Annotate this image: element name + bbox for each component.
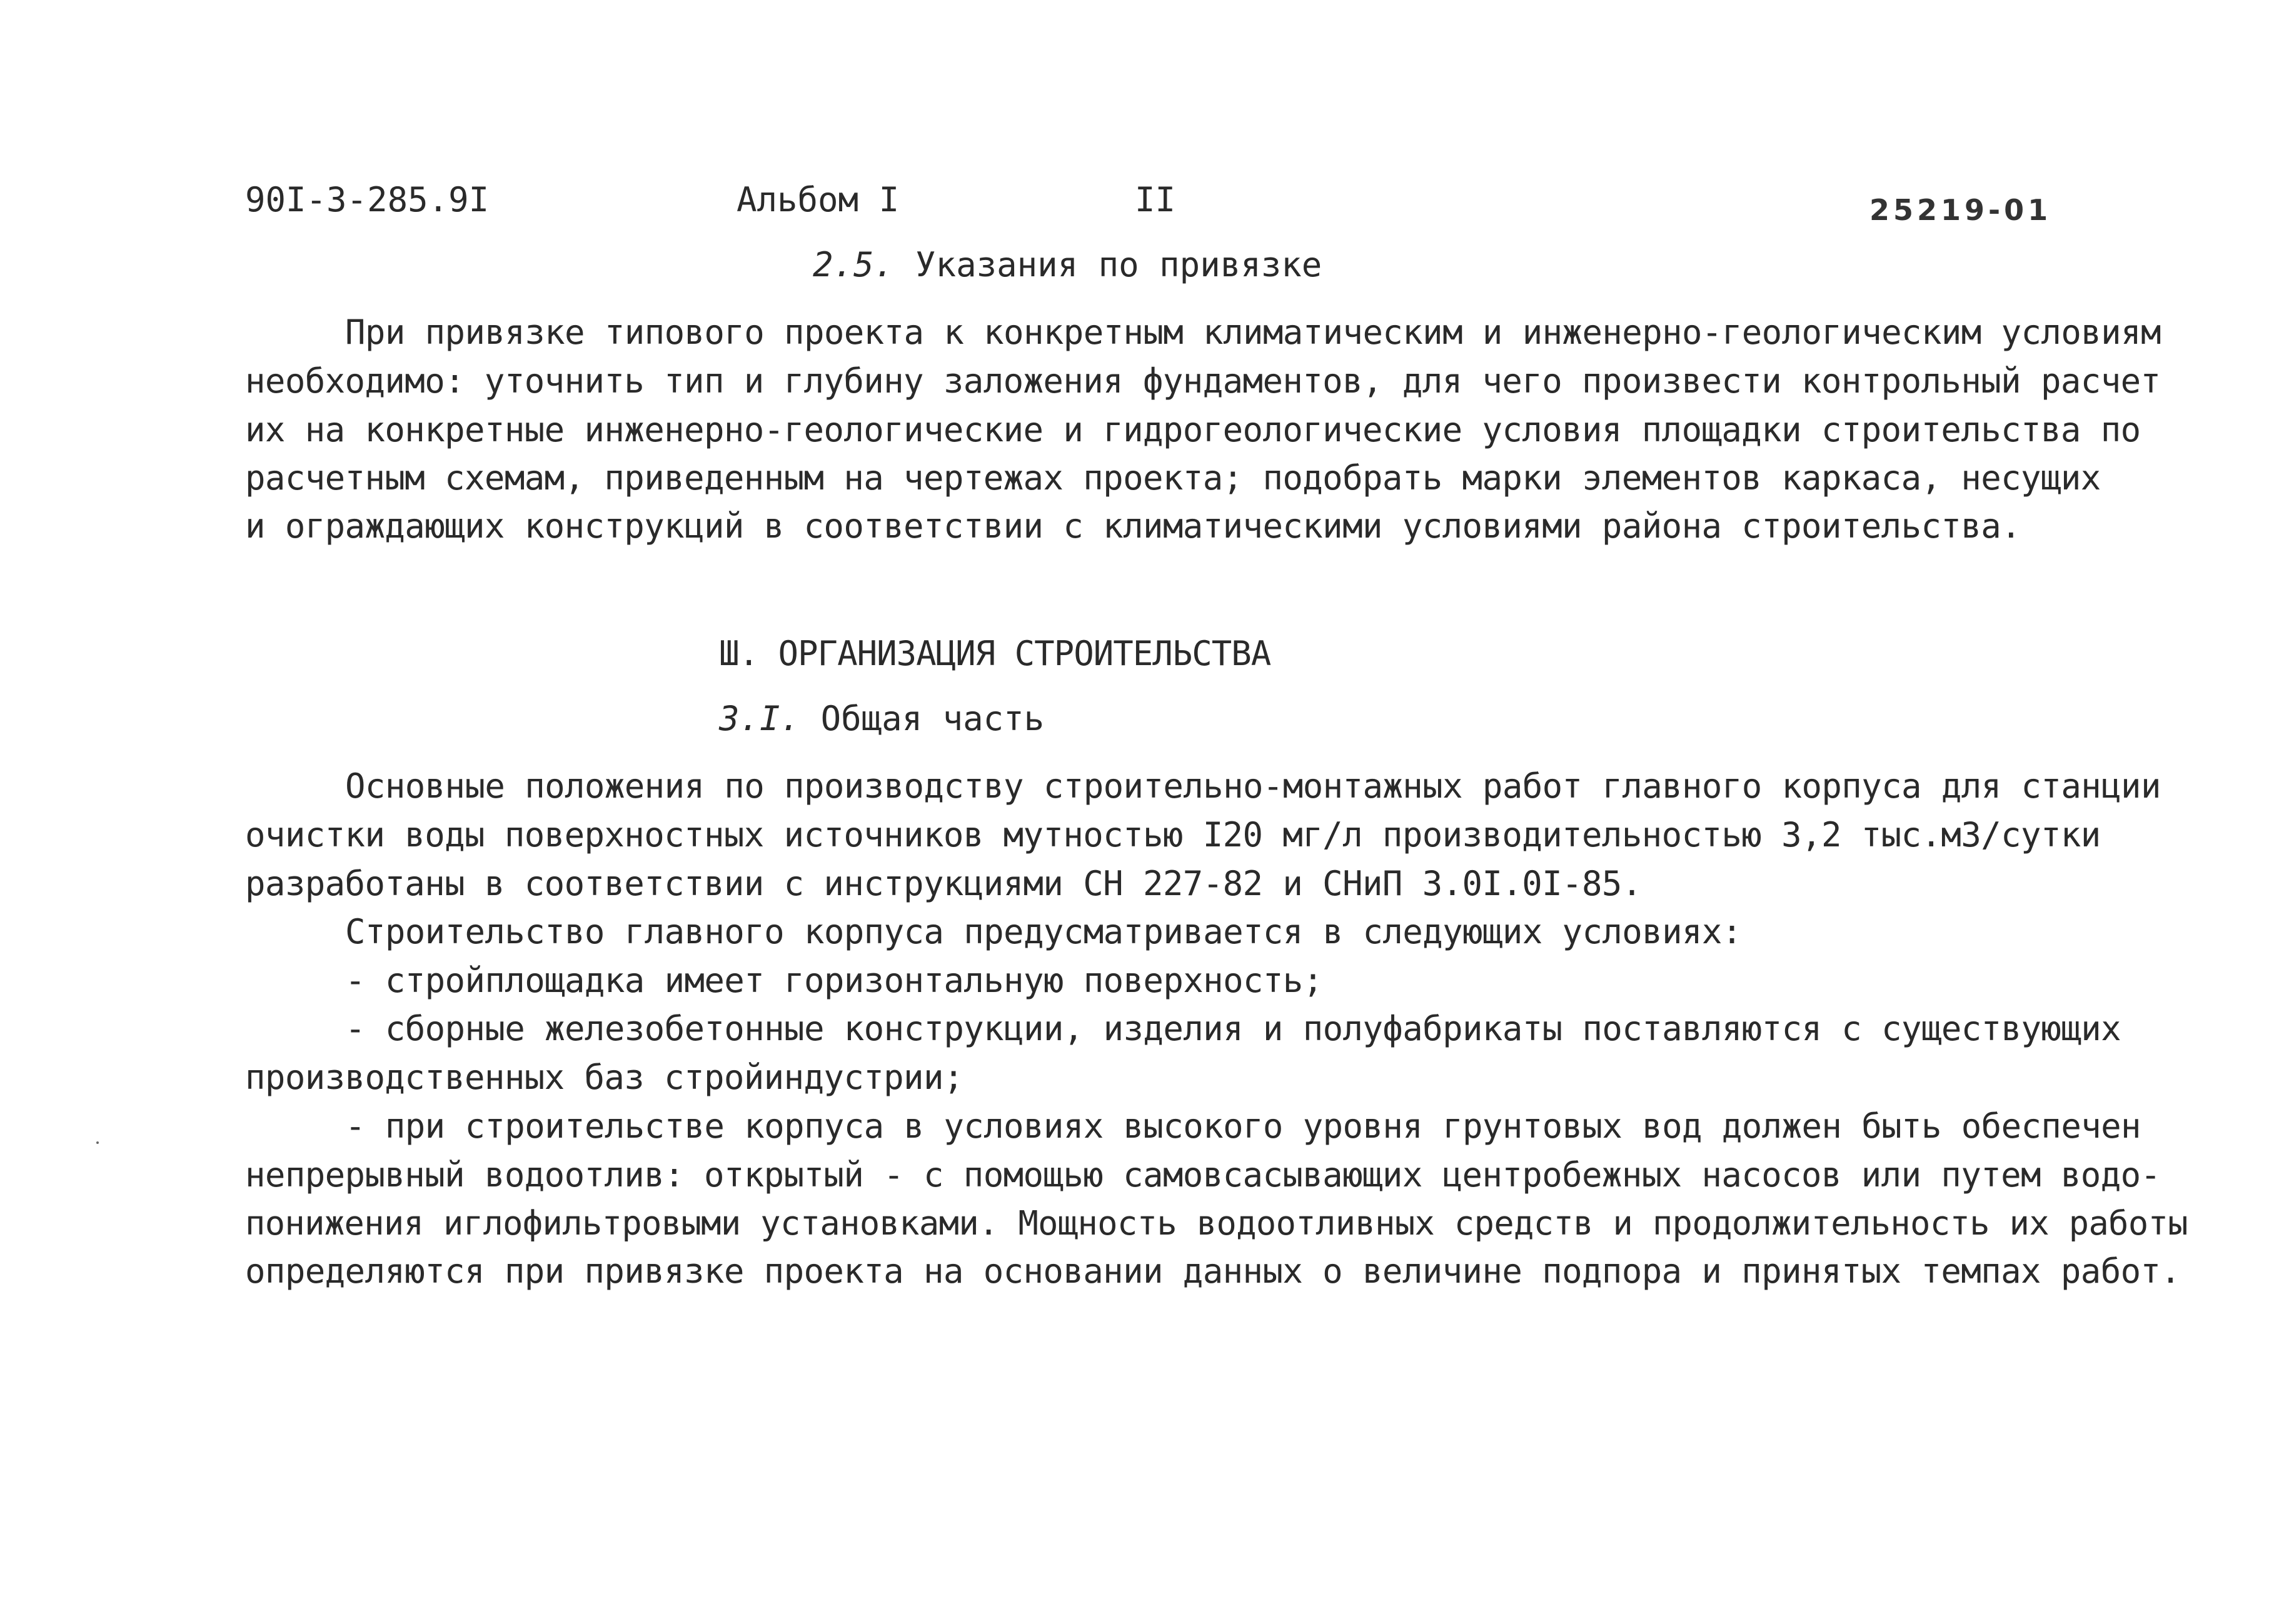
- paragraph-line: очистки воды поверхностных источников мутностью I20 мг/л производительностью 3,2 тыс.м3/сутки: [245, 815, 2101, 855]
- list-item: - сборные железобетонные конструкции, изделия и полуфабрикаты поставляются с существующих: [345, 1009, 2121, 1048]
- paragraph-line: необходимо: уточнить тип и глубину заложения фундаментов, для чего произвести контрольный расчет: [245, 361, 2161, 401]
- section-3-1-heading: [719, 699, 1044, 739]
- section-2-5-title: Указания по привязке: [915, 245, 1322, 284]
- list-item: - при строительстве корпуса в условиях высокого уровня грунтовых вод должен быть обеспечен: [345, 1106, 2141, 1146]
- paragraph-line: расчетным схемам, приведенным на чертежах проекта; подобрать марки элементов каркаса, несущих: [245, 458, 2101, 498]
- paragraph-line: и ограждающих конструкций в соответствии с климатическими условиями района строительства.: [245, 506, 2021, 546]
- document-code: 90I-3-285.9I: [245, 180, 490, 219]
- paragraph-line: Основные положения по производству строительно-монтажных работ главного корпуса для станции: [345, 766, 2161, 806]
- album-label: Альбом I: [737, 180, 900, 219]
- archive-stamp: 25219-01: [1869, 193, 2052, 227]
- section-2-5-number: 2.5.: [813, 245, 895, 284]
- section-2-5-heading: [813, 245, 1322, 285]
- paragraph-line: их на конкретные инженерно-геологические и гидрогеологические условия площадки строительства по: [245, 410, 2141, 449]
- scan-speck: [96, 1141, 99, 1144]
- paragraph-line: Строительство главного корпуса предусматривается в следующих условиях:: [345, 912, 1742, 951]
- list-item: - стройплощадка имеет горизонтальную поверхность;: [345, 961, 1323, 1000]
- section-3-heading: Ш. ОРГАНИЗАЦИЯ СТРОИТЕЛЬСТВА: [719, 634, 1271, 673]
- paragraph-line: разработаны в соответствии с инструкциями СН 227-82 и СНиП 3.0I.0I-85.: [245, 864, 1642, 903]
- list-item-continuation: производственных баз стройиндустрии;: [245, 1058, 963, 1097]
- section-3-1-title: Общая часть: [820, 699, 1045, 738]
- paragraph-line: При привязке типового проекта к конкретным климатическим и инженерно-геологическим условиям: [345, 313, 2161, 352]
- list-item-continuation: непрерывный водоотлив: открытый - с помощью самовсасывающих центробежных насосов или путем водо-: [245, 1155, 2161, 1195]
- list-item-continuation: понижения иглофильтровыми установками. Мощность водоотливных средств и продолжительность их работы: [245, 1203, 2188, 1243]
- list-item-continuation: определяются при привязке проекта на основании данных о величине подпора и принятых темпах работ.: [245, 1251, 2181, 1291]
- page-number: II: [1135, 180, 1176, 219]
- section-3-1-number: 3.I.: [719, 699, 801, 738]
